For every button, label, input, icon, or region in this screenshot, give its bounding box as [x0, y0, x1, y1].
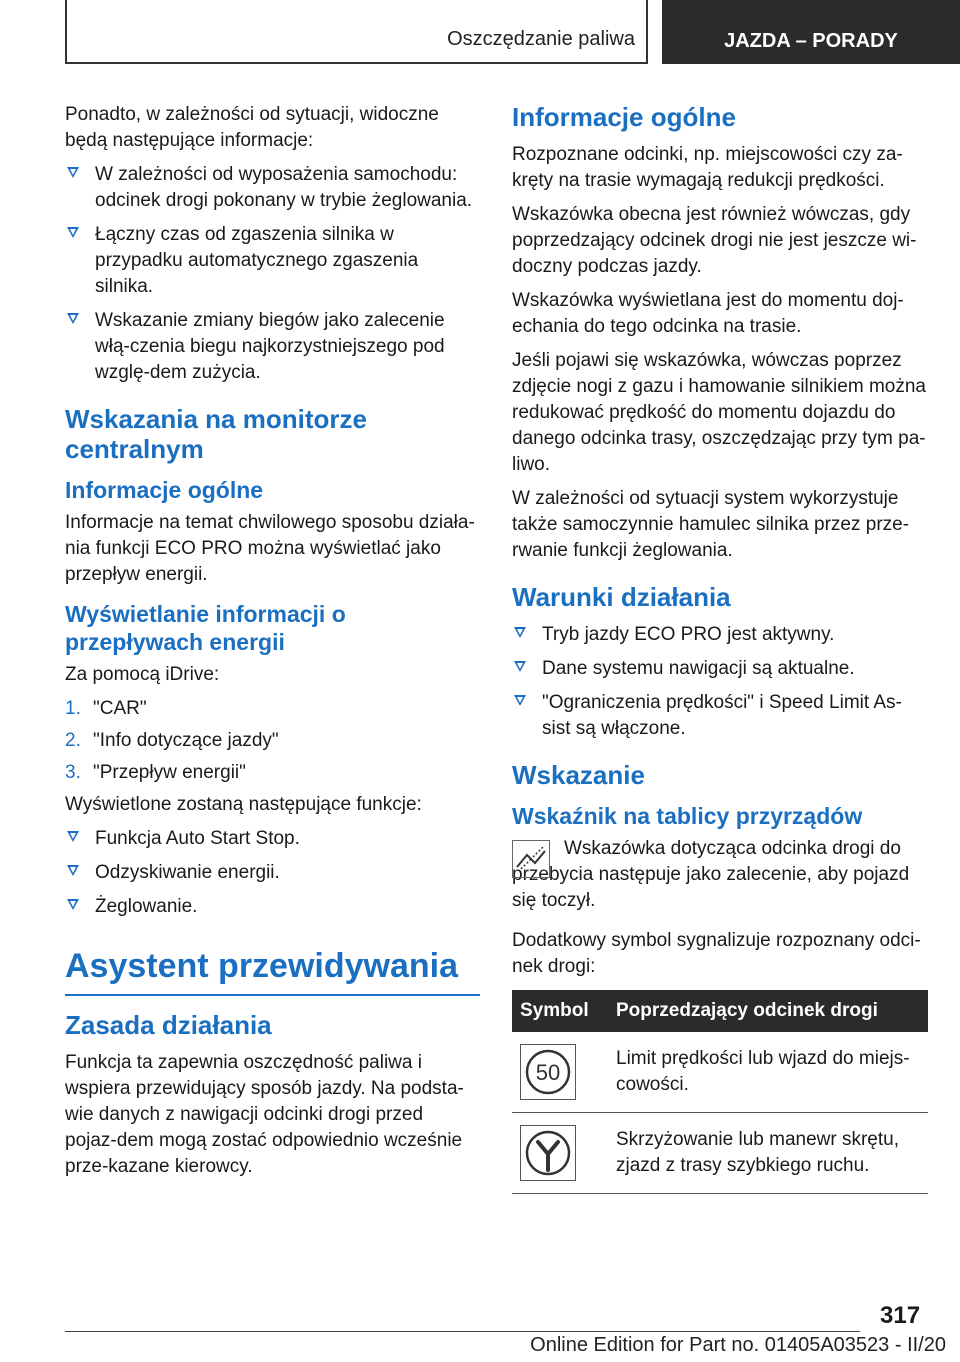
paragraph: Jeśli pojawi się wskazówka, wówczas poprzez zdjęcie nogi z gazu i hamowanie silnikiem można redukować prędkość do momentu dojazdu do danego odcinka trasy, oszczędzając przy tym pa-liwo. [512, 350, 926, 475]
triangle-bullet-icon [514, 661, 526, 672]
heading-conditions: Warunki działania [512, 582, 731, 612]
heading-predictive-assistant: Asystent przewidywania [65, 946, 480, 996]
page-number: 317 [880, 1302, 921, 1329]
paragraph: Wskazówka obecna jest również wówczas, gdy poprzedzający odcinek drogi nie jest jeszcze wi-doczny podczas jazdy. [512, 204, 917, 277]
list-item: Funkcja Auto Start Stop. [65, 826, 480, 852]
intro-paragraph: Ponadto, w zależności od sytuacji, widoczne będą następujące informacje: [65, 104, 439, 151]
chapter-title: JAZDA – PORADY [724, 29, 898, 52]
heading-indication: Wskazanie [512, 760, 645, 790]
speed-limit-sign-icon [520, 1044, 576, 1100]
general-info-paragraph: Informacje na temat chwilowego sposobu działa-nia funkcji ECO PRO można wyświetlać jako przepływ energii. [65, 512, 475, 585]
header-chapter-tab [662, 0, 960, 64]
list-item: Wskazanie zmiany biegów jako zalecenie włą-czenia biegu najkorzystniejszego pod wzglę-dem zużycia. [65, 308, 480, 386]
triangle-bullet-icon [67, 313, 79, 324]
header-section-title: Oszczędzanie paliwa [447, 28, 635, 50]
heading-general-info: Informacje ogólne [65, 477, 264, 503]
heading-principle: Zasada działania [65, 1010, 272, 1040]
triangle-bullet-icon [67, 899, 79, 910]
left-column [65, 102, 480, 1188]
heading-central-monitor: Wskazania na monitorze centralnym [65, 404, 367, 464]
svg-text:50: 50 [535, 1060, 561, 1085]
triangle-bullet-icon [67, 865, 79, 876]
list-item: 1. "CAR" [65, 698, 147, 719]
table-header-symbol: Symbol [512, 990, 608, 1032]
list-item: 2. "Info dotyczące jazdy" [65, 730, 279, 751]
heading-instrument-cluster: Wskaźnik na tablicy przyrządów [512, 803, 863, 829]
intro-bullet-list [65, 162, 480, 386]
cluster-hint-paragraph: Wskazówka dotycząca odcinka drogi do przebycia następuje jako zalecenie, aby pojazd się toczył. [512, 838, 910, 911]
list-item: Żeglowanie. [65, 894, 480, 920]
table-cell: Skrzyżowanie lub manewr skrętu, zjazd z trasy szybkiego ruchu. [608, 1113, 928, 1194]
winding-road-icon [512, 840, 550, 878]
list-item: "Ograniczenia prędkości" i Speed Limit As-sist są włączone. [512, 690, 928, 742]
table-cell: Limit prędkości lub wjazd do miejs-cowości. [608, 1032, 928, 1113]
idrive-steps [65, 696, 480, 786]
triangle-bullet-icon [514, 695, 526, 706]
cluster-hint-block [512, 836, 928, 914]
table-row [512, 1113, 928, 1194]
footer-divider [65, 1331, 860, 1332]
paragraph: Wskazówka wyświetlana jest do momentu doj-echania do tego odcinka na trasie. [512, 290, 904, 337]
triangle-bullet-icon [67, 167, 79, 178]
extra-symbol-paragraph: Dodatkowy symbol sygnalizuje rozpoznany odci-nek drogi: [512, 930, 921, 977]
right-column [512, 102, 928, 1194]
principle-paragraph: Funkcja ta zapewnia oszczędność paliwa i wspiera przewidujący sposób jazdy. Na podsta-wie danych z nawigacji odcinki drogi przed pojaz-dem mogą zostać odpowiednio wcześnie prze-kazane kierowcy. [65, 1052, 464, 1177]
footer-edition: Online Edition for Part no. 01405A03523 - II/20 [530, 1334, 946, 1356]
heading-energy-flow: Wyświetlanie informacji o przepływach energii [65, 601, 346, 655]
triangle-bullet-icon [514, 627, 526, 638]
list-item: Dane systemu nawigacji są aktualne. [512, 656, 928, 682]
symbol-table [512, 990, 928, 1194]
junction-sign-icon [520, 1125, 576, 1181]
conditions-bullet-list [512, 622, 928, 742]
list-item: Odzyskiwanie energii. [65, 860, 480, 886]
paragraph: W zależności od sytuacji system wykorzystuje także samoczynnie hamulec silnika przez prze-rwanie funkcji żeglowania. [512, 488, 910, 561]
functions-paragraph: Wyświetlone zostaną następujące funkcje: [65, 794, 422, 815]
paragraph: Rozpoznane odcinki, np. miejscowości czy za-kręty na trasie wymagają redukcji prędkości. [512, 144, 903, 191]
list-item: Tryb jazdy ECO PRO jest aktywny. [512, 622, 928, 648]
table-row [512, 1032, 928, 1113]
list-item: 3. "Przepływ energii" [65, 762, 246, 783]
heading-general-info-right: Informacje ogólne [512, 102, 736, 132]
functions-bullet-list [65, 826, 480, 920]
list-item: Łączny czas od zgaszenia silnika w przypadku automatycznego zgaszenia silnika. [65, 222, 480, 300]
table-header-section: Poprzedzający odcinek drogi [608, 990, 928, 1032]
triangle-bullet-icon [67, 831, 79, 842]
idrive-paragraph: Za pomocą iDrive: [65, 664, 220, 685]
list-item: W zależności od wyposażenia samochodu: odcinek drogi pokonany w trybie żeglowania. [65, 162, 480, 214]
triangle-bullet-icon [67, 227, 79, 238]
